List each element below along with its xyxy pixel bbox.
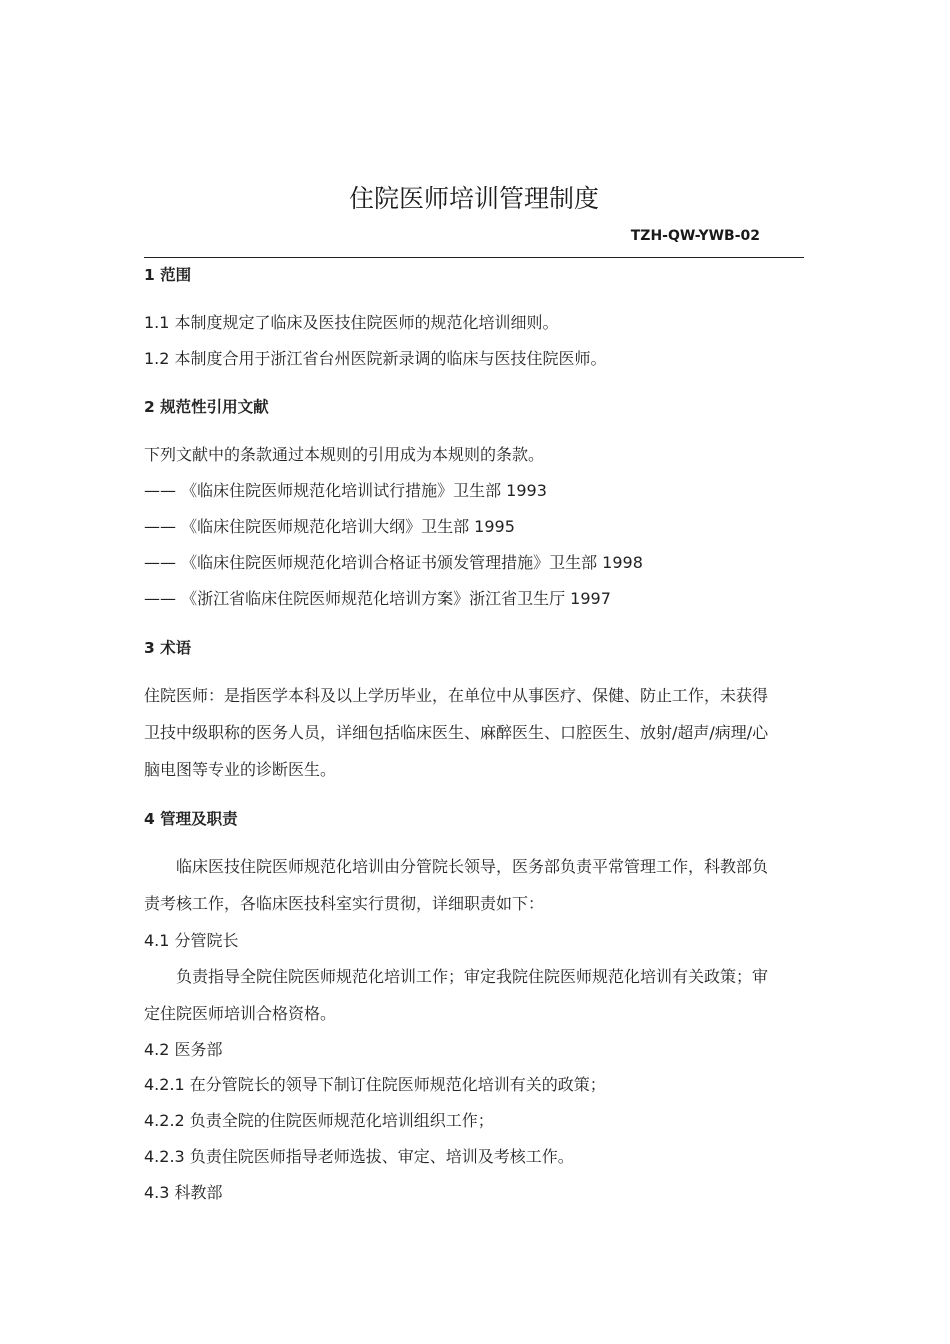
clause-4-2-3: 4.2.3 负责住院医师指导老师选拔、审定、培训及考核工作。	[144, 1147, 574, 1166]
reference-item: —— 《浙江省临床住院医师规范化培训方案》浙江省卫生厅 1997	[144, 589, 611, 608]
document-title: 住院医师培训管理制度	[348, 184, 599, 213]
header-divider	[144, 257, 804, 258]
section-1-heading: 1 范围	[144, 266, 192, 284]
subsection-4-1-line: 负责指导全院住院医师规范化培训工作；审定我院住院医师规范化培训有关政策；审	[176, 967, 769, 986]
document-code: TZH-QW-YWB-02	[630, 228, 760, 244]
subsection-4-1-heading: 4.1 分管院长	[144, 931, 239, 950]
section-2-heading: 2 规范性引用文献	[144, 398, 269, 416]
section-4-intro-line: 责考核工作，各临床医技科室实行贯彻，详细职责如下：	[144, 894, 545, 913]
section-4-intro-line: 临床医技住院医师规范化培训由分管院长领导，医务部负责平常管理工作，科教部负	[176, 857, 769, 876]
section-3-heading: 3 术语	[144, 639, 192, 657]
reference-item: —— 《临床住院医师规范化培训大纲》卫生部 1995	[144, 517, 515, 536]
reference-item: —— 《临床住院医师规范化培训试行措施》卫生部 1993	[144, 481, 547, 500]
section-4-heading: 4 管理及职责	[144, 810, 238, 828]
term-definition-line: 住院医师：是指医学本科及以上学历毕业，在单位中从事医疗、保健、防止工作，未获得	[144, 686, 769, 705]
term-definition-line: 卫技中级职称的医务人员，详细包括临床医生、麻醉医生、口腔医生、放射/超声/病理/心	[144, 723, 769, 742]
subsection-4-2-heading: 4.2 医务部	[144, 1040, 223, 1059]
subsection-4-3-heading: 4.3 科教部	[144, 1183, 223, 1202]
reference-item: —— 《临床住院医师规范化培训合格证书颁发管理措施》卫生部 1998	[144, 553, 643, 572]
term-definition-line: 脑电图等专业的诊断医生。	[144, 760, 337, 779]
clause-4-2-1: 4.2.1 在分管院长的领导下制订住院医师规范化培训有关的政策；	[144, 1075, 606, 1094]
clause-1-1: 1.1 本制度规定了临床及医技住院医师的规范化培训细则。	[144, 313, 559, 332]
subsection-4-1-line: 定住院医师培训合格资格。	[144, 1004, 337, 1023]
section-2-intro: 下列文献中的条款通过本规则的引用成为本规则的条款。	[144, 445, 545, 464]
clause-4-2-2: 4.2.2 负责全院的住院医师规范化培训组织工作；	[144, 1111, 494, 1130]
clause-1-2: 1.2 本制度合用于浙江省台州医院新录调的临床与医技住院医师。	[144, 349, 607, 368]
